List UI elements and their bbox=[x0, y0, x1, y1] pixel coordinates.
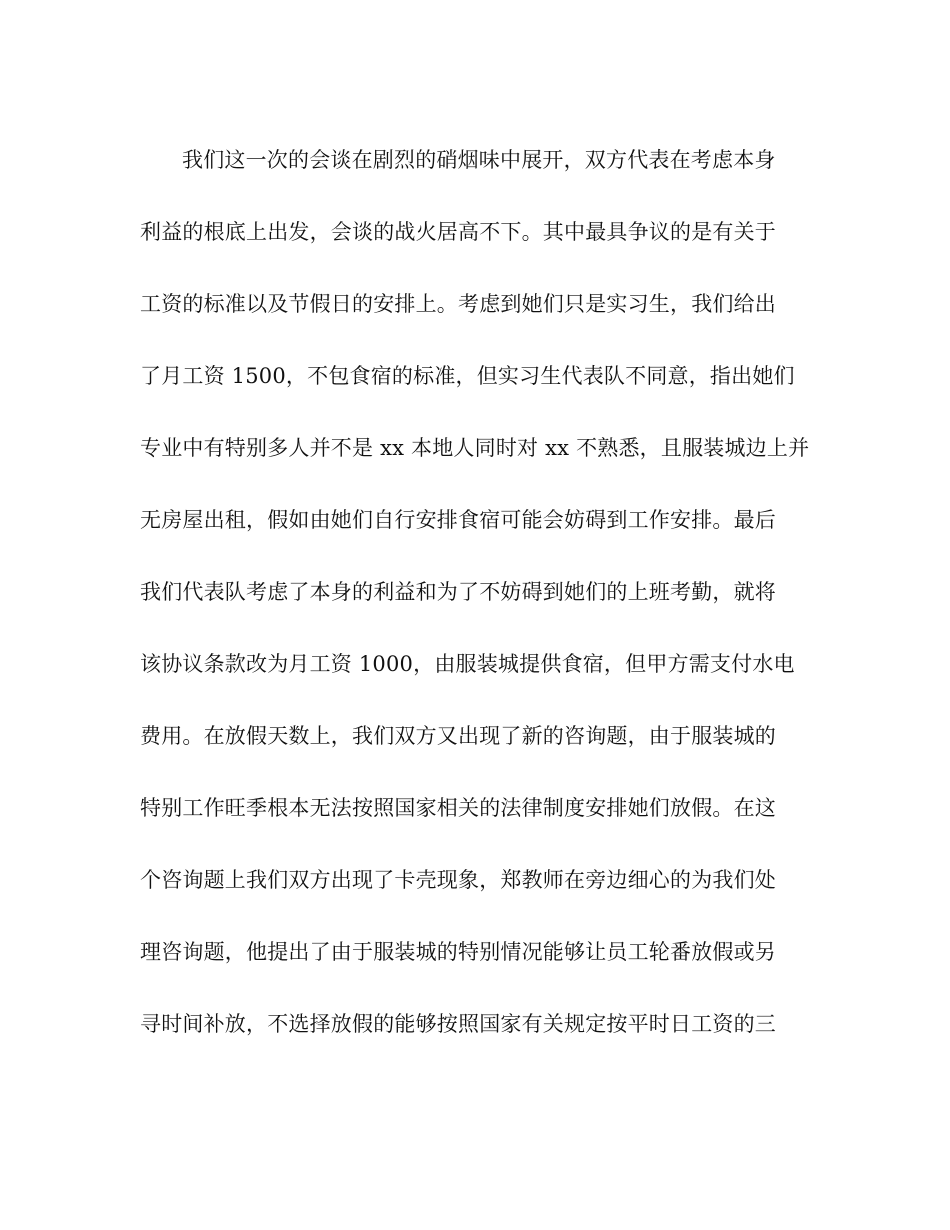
paragraph-line: 无房屋出租，假如由她们自行安排食宿可能会妨碍到工作安排。最后 bbox=[140, 508, 776, 532]
paragraph-line: 我们代表队考虑了本身的利益和为了不妨碍到她们的上班考勤，就将 bbox=[140, 580, 776, 604]
paragraph-line: 了月工资 1500，不包食宿的标准，但实习生代表队不同意，指出她们 bbox=[140, 364, 795, 388]
paragraph-line: 特别工作旺季根本无法按照国家相关的法律制度安排她们放假。在这 bbox=[140, 796, 776, 820]
paragraph-line: 理咨询题，他提出了由于服装城的特别情况能够让员工轮番放假或另 bbox=[140, 940, 776, 964]
paragraph-line: 寻时间补放，不选择放假的能够按照国家有关规定按平时日工资的三 bbox=[140, 1012, 776, 1036]
paragraph-line: 该协议条款改为月工资 1000，由服装城提供食宿，但甲方需支付水电 bbox=[140, 652, 795, 676]
paragraph-line: 专业中有特别多人并不是 xx 本地人同时对 xx 不熟悉，且服装城边上并 bbox=[140, 436, 810, 460]
paragraph-line: 个咨询题上我们双方出现了卡壳现象，郑教师在旁边细心的为我们处 bbox=[140, 868, 776, 892]
paragraph-line: 费用。在放假天数上，我们双方又出现了新的咨询题，由于服装城的 bbox=[140, 724, 776, 748]
paragraph-line: 利益的根底上出发，会谈的战火居高不下。其中最具争议的是有关于 bbox=[140, 220, 776, 244]
paragraph-line: 我们这一次的会谈在剧烈的硝烟味中展开，双方代表在考虑本身 bbox=[182, 148, 776, 172]
paragraph-line: 工资的标准以及节假日的安排上。考虑到她们只是实习生，我们给出 bbox=[140, 292, 776, 316]
